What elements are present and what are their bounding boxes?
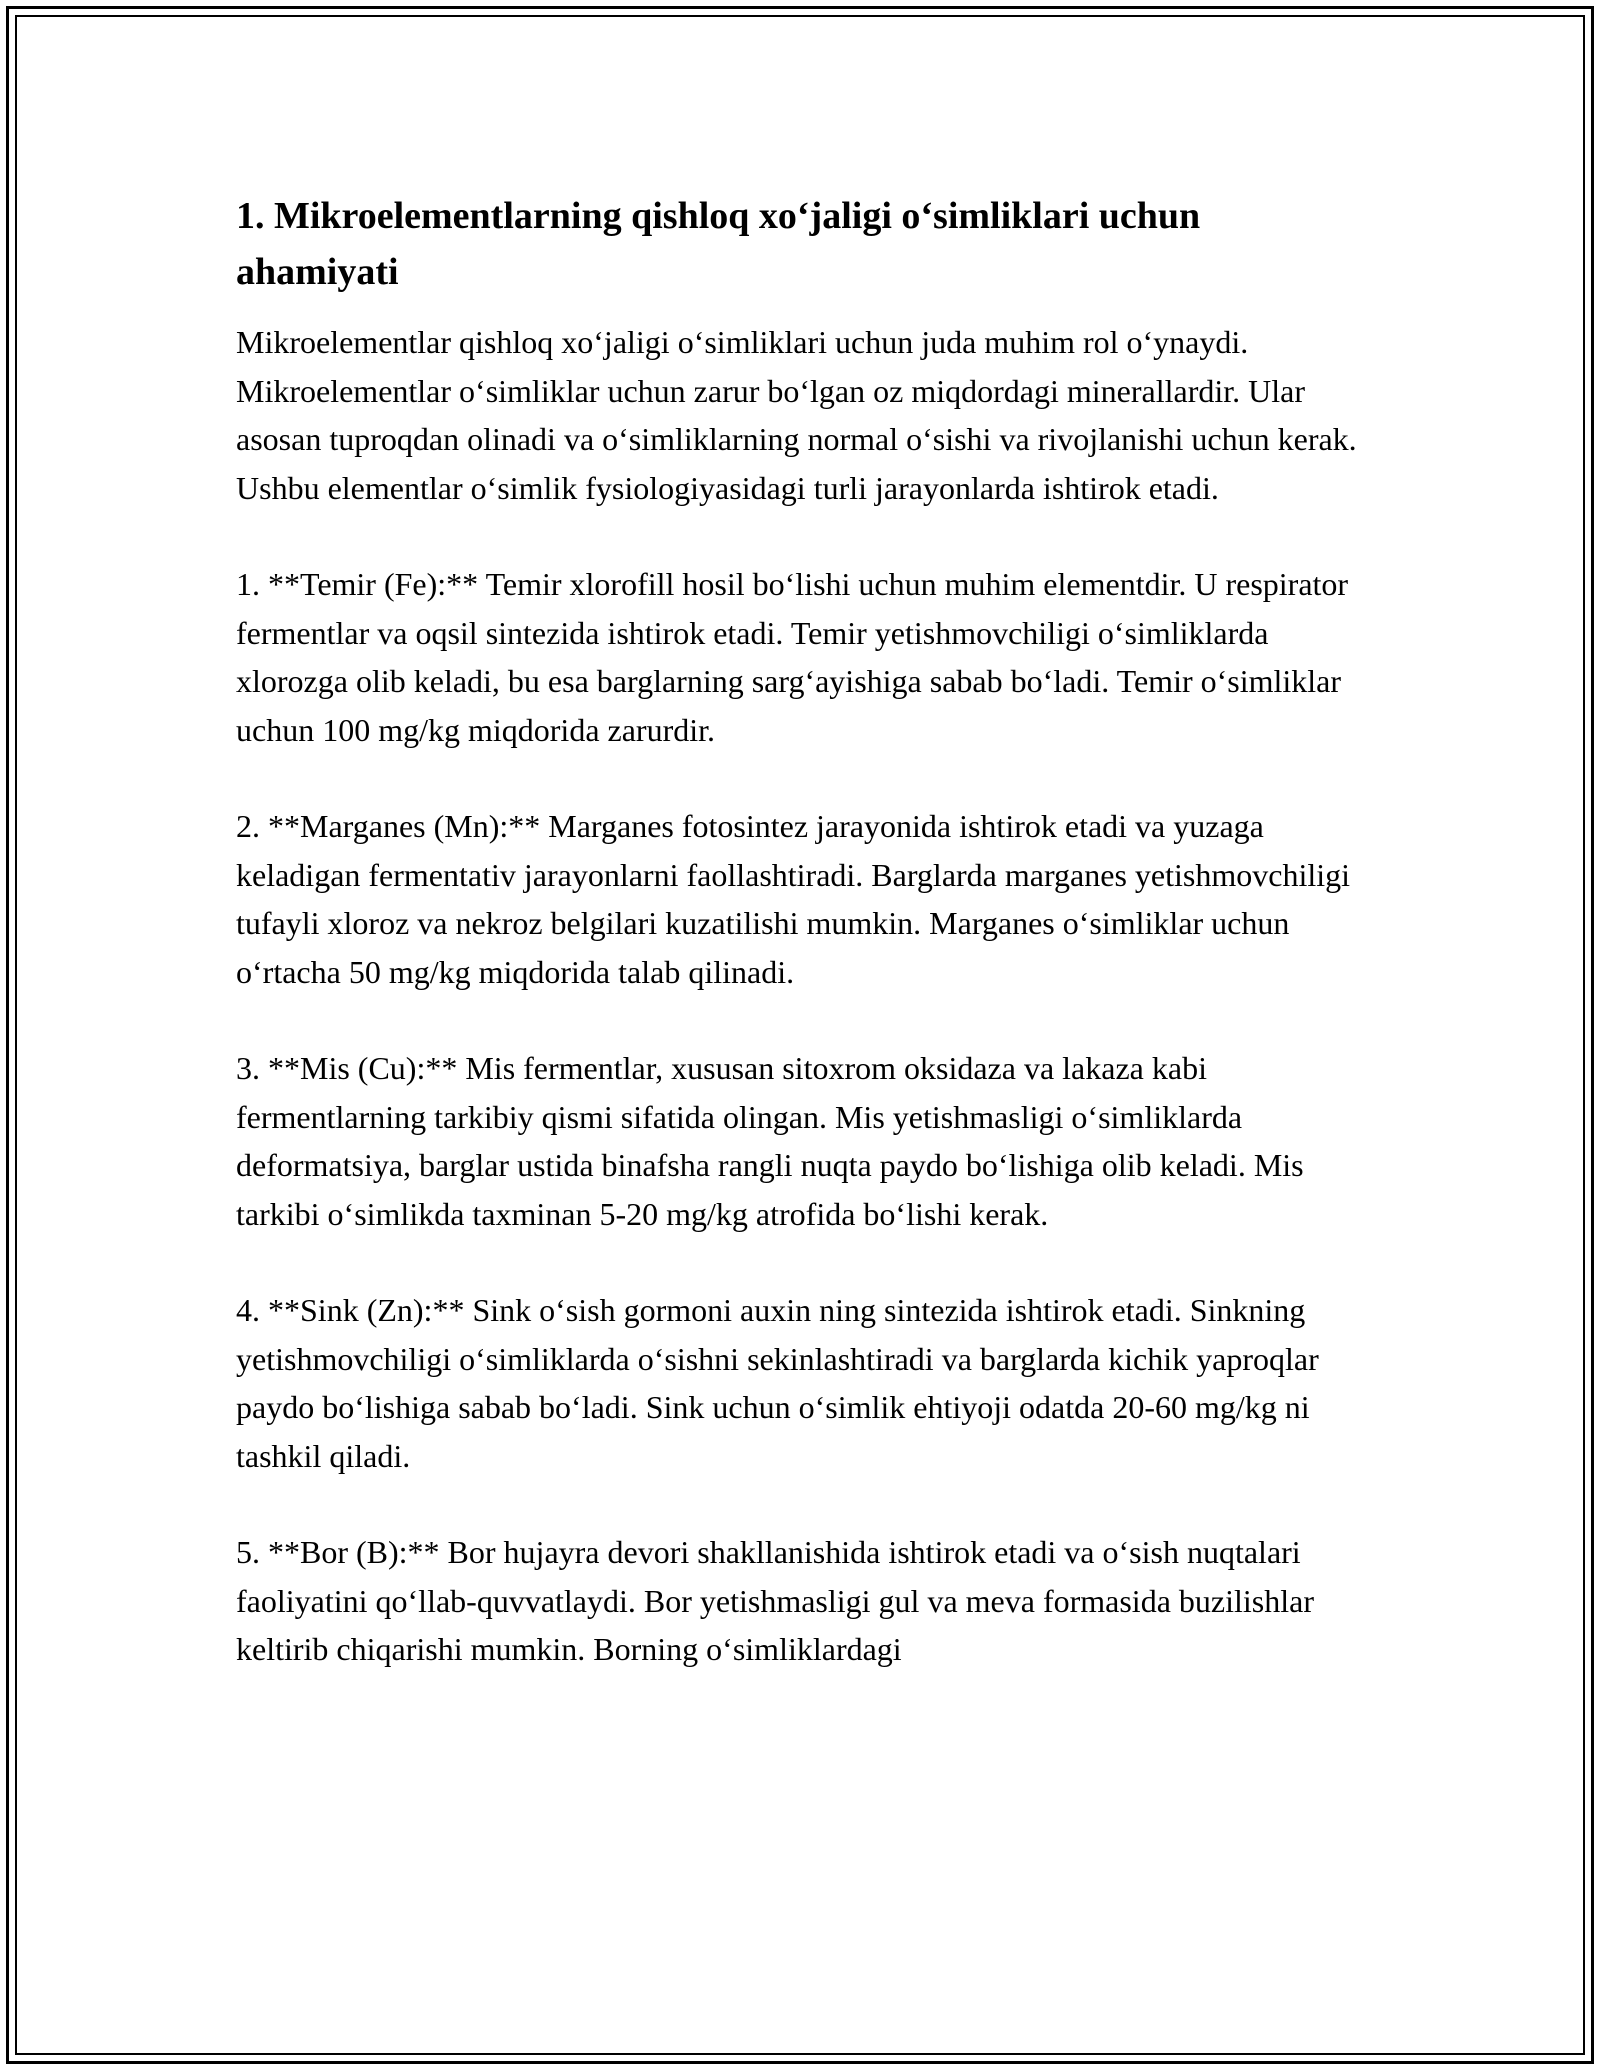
paragraph-copper: 3. **Mis (Cu):** Mis fermentlar, xususan sitoxrom oksidaza va lakaza kabi fermentlarning tarkibiy qismi sifatida olingan. Mis yetishmasligi o‘simliklarda deformatsiya, barglar ustida binafsha rangli nuqta paydo bo‘lishiga olib keladi. Mis tarkibi o‘simlikda taxminan 5-20 mg/kg atrofida bo‘lishi kerak.: [236, 1050, 1304, 1232]
paragraph-iron: 1. **Temir (Fe):** Temir xlorofill hosil bo‘lishi uchun muhim elementdir. U respirator fermentlar va oqsil sintezida ishtirok etadi. Temir yetishmovchiligi o‘simliklarda xlorozga olib keladi, bu esa barglarning sarg‘ayishiga sabab bo‘ladi. Temir o‘simliklar uchun 100 mg/kg miqdorida zarurdir.: [236, 566, 1349, 748]
paragraph-manganese: 2. **Marganes (Mn):** Marganes fotosintez jarayonida ishtirok etadi va yuzaga keladigan fermentativ jarayonlarni faollashtiradi. Barglarda marganes yetishmovchiligi tufayli xloroz va nekroz belgilari kuzatilishi mumkin. Marganes o‘simliklar uchun o‘rtacha 50 mg/kg miqdorida talab qilinadi.: [236, 808, 1350, 990]
paragraph-zinc: 4. **Sink (Zn):** Sink o‘sish gormoni auxin ning sintezida ishtirok etadi. Sinkning yetishmovchiligi o‘simliklarda o‘sishni sekinlashtiradi va barglarda kichik yaproqlar paydo bo‘lishiga sabab bo‘ladi. Sink uchun o‘simlik ehtiyoji odatda 20-60 mg/kg ni tashkil qiladi.: [236, 1292, 1319, 1474]
document-title: 1. Mikroelementlarning qishloq xo‘jaligi o‘simliklari uchun ahamiyati: [236, 195, 1201, 293]
paragraph-boron: 5. **Bor (B):** Bor hujayra devori shakllanishida ishtirok etadi va o‘sish nuqtalari faoliyatini qo‘llab-quvvatlaydi. Bor yetishmasligi gul va meva formasida buzilishlar keltirib chiqarishi mumkin. Borning o‘simliklardagi: [236, 1534, 1314, 1667]
document-body: [236, 188, 1366, 1722]
intro-paragraph: Mikroelementlar qishloq xo‘jaligi o‘simliklari uchun juda muhim rol o‘ynaydi. Mikroelementlar o‘simliklar uchun zarur bo‘lgan oz miqdordagi minerallardir. Ular asosan tuproqdan olinadi va o‘simliklarning normal o‘sishi va rivojlanishi uchun kerak. Ushbu elementlar o‘simlik fysiologiyasidagi turli jarayonlarda ishtirok etadi.: [236, 324, 1357, 506]
